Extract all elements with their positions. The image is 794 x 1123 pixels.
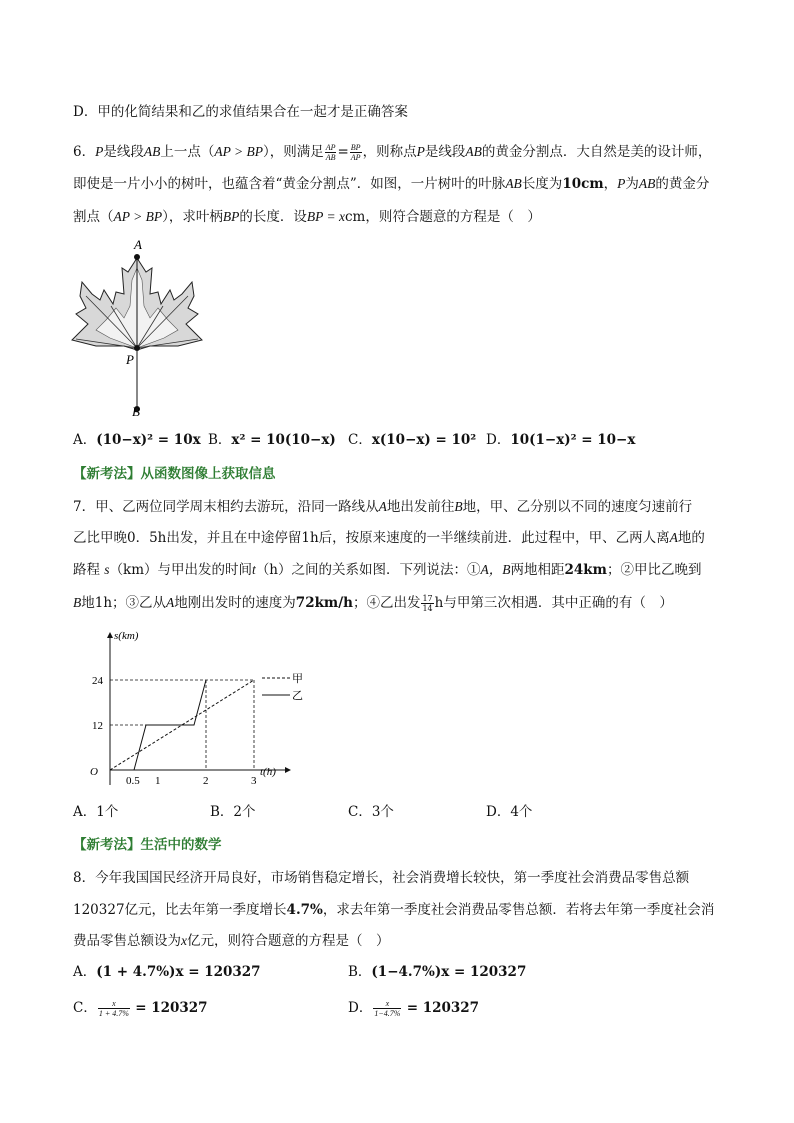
legend-jia-label: 甲 [292, 672, 303, 685]
q6-line1 [73, 143, 711, 162]
q7-option-a-text: 1个 [96, 804, 119, 820]
q8-option-d-rhs: = 120327 [406, 1000, 480, 1016]
x-tick-2: 2 [203, 775, 209, 787]
q7-line1-text: 7．甲、乙两位同学周末相约去游玩，沿同一路线从 [73, 499, 379, 515]
q6-segment-ab-2: AB [465, 144, 482, 159]
q6-option-d-text: 10(1−x)² = 10−x [510, 432, 636, 448]
q8-option-b-text: (1−4.7%)x = 120327 [371, 964, 527, 980]
q6-line3-bp-eq-x: BP = x [306, 209, 345, 224]
q7-option-a-label: A． [73, 804, 97, 820]
q6-option-a[interactable] [73, 431, 201, 449]
q8-option-c-label: C． [73, 1000, 97, 1016]
q6-point-p: P [95, 144, 104, 159]
q6-line3-b: ），求叶柄 [162, 209, 223, 225]
q8-option-d-fraction: $\frac{x}{1-4.7\%}$ [374, 999, 401, 1018]
q7-line4-b-pt: B [73, 595, 82, 610]
q8-option-b-label: B． [348, 964, 372, 980]
q8-line2-a: 120327亿元，比去年第一季度增长 [73, 902, 287, 918]
q7-line4 [73, 594, 673, 613]
q6-line3-cond: AP > BP [113, 209, 163, 224]
y-tick-12: 12 [92, 720, 103, 732]
q7-line3-c: （h）之间的关系如图．下列说法：① [255, 562, 481, 578]
q7-line3-b: （km）与甲出发的时间 [109, 562, 253, 578]
q6-line2-length: 10cm [562, 176, 604, 192]
q6-option-b[interactable] [208, 431, 336, 449]
q6-line2-b: 长度为 [521, 176, 563, 192]
q7-option-b-text: 2个 [233, 804, 256, 820]
q7-line1 [73, 498, 692, 516]
q7-distance-time-chart [82, 625, 322, 795]
q6-line2-ab: AB [505, 176, 522, 191]
q7-line4-a-pt: A [166, 595, 175, 610]
q6-option-a-text: (10−x)² = 10x [96, 432, 201, 448]
q7-line3-e: 24km [564, 562, 607, 578]
q7-line2-a: A [669, 530, 678, 545]
q6-line3 [73, 208, 541, 226]
q7-line1-b: 地出发前往 [386, 499, 455, 515]
q6-line3-a: 割点（ [73, 209, 114, 225]
q8-line2 [73, 901, 714, 919]
q6-option-b-label: B． [208, 432, 232, 448]
point-p-dot [134, 345, 140, 351]
q7-option-c[interactable] [348, 803, 394, 821]
q6-option-c-label: C． [348, 432, 372, 448]
q6-equals: = [337, 144, 349, 160]
q6-line2-d: ， [603, 176, 618, 192]
q6-option-d-label: D． [486, 432, 511, 448]
x-tick-0.5: 0.5 [126, 775, 140, 787]
q7-option-a[interactable] [73, 803, 118, 821]
q6-option-d[interactable] [486, 431, 635, 449]
q8-option-b[interactable] [348, 963, 526, 981]
section-tag-function-graph: 【新考法】从函数图像上获取信息 [73, 466, 276, 482]
q7-line3 [73, 561, 701, 579]
q7-line3-t: t [252, 562, 256, 577]
q6-fraction-bp-ap: $\frac{BP}{AP}$ [350, 143, 361, 162]
series-yi-line [134, 680, 206, 770]
q6-text-d: ，则称点 [362, 144, 417, 160]
q8-line3-x: x [181, 933, 187, 948]
point-p-label: P [126, 352, 134, 367]
q5-option-d: D．甲的化简结果和乙的求值结果合在一起才是正确答案 [73, 104, 408, 120]
q8-option-c-rhs: = 120327 [135, 1000, 208, 1016]
q8-line2-c: ，求去年第一季度社会消费品零售总额．若将去年第一季度社会消 [322, 902, 715, 918]
q6-condition: AP > BP [214, 144, 263, 159]
q8-option-a-text: (1 + 4.7%)x = 120327 [96, 964, 261, 980]
point-a-dot [134, 254, 140, 260]
q7-line4-b: 地刚出发时的速度为 [174, 595, 296, 611]
x-tick-3: 3 [251, 775, 257, 787]
y-tick-24: 24 [92, 675, 103, 687]
q7-line2-text: 乙比甲晚0．5h出发，并且在中途停留1h后，按原来速度的一半继续前进．此过程中，甲、乙两人离 [73, 530, 670, 546]
chart-legend [262, 672, 303, 702]
q7-line2 [73, 529, 705, 547]
q8-option-d-label: D． [348, 1000, 373, 1016]
q6-point-p-2: P [416, 144, 425, 159]
q6-option-b-text: x² = 10(10−x) [231, 432, 336, 448]
q6-number: 6． [73, 144, 96, 160]
q8-line2-percent: 4.7% [286, 902, 323, 918]
q6-line2 [73, 175, 709, 193]
q8-line1: 8．今年我国国民经济开局良好，市场销售稳定增长，社会消费增长较快，第一季度社会消费品零售总额 [73, 870, 690, 886]
q6-text-a: 是线段 [103, 144, 144, 160]
q6-option-c[interactable] [348, 431, 476, 449]
q7-option-d-label: D． [486, 804, 511, 820]
q8-option-c[interactable] [73, 999, 208, 1018]
section-tag-life-math: 【新考法】生活中的数学 [73, 837, 222, 853]
q6-line2-e: 为 [625, 176, 639, 192]
q7-line1-a: A [378, 499, 387, 514]
q7-line4-d: ；④乙出发 [352, 595, 421, 611]
q6-segment-ab: AB [143, 144, 161, 159]
q7-line3-f: ；②甲比乙晚到 [606, 562, 702, 578]
q7-line3-s: s [104, 562, 110, 577]
q7-line4-a: 地1h；③乙从 [81, 595, 167, 611]
q6-line2-f: 的黄金分 [655, 176, 710, 192]
origin-label: O [90, 766, 98, 778]
q7-option-c-label: C． [348, 804, 372, 820]
q7-option-d[interactable] [486, 803, 532, 821]
q6-option-a-label: A． [73, 432, 97, 448]
legend-yi-label: 乙 [292, 689, 303, 702]
q7-line3-d: 两地相距 [510, 562, 565, 578]
q7-line2-b: 地的 [677, 530, 705, 546]
point-b-label: B [132, 404, 140, 419]
q6-text-c: ），则满足 [262, 144, 324, 160]
q8-option-d[interactable] [348, 999, 479, 1018]
q8-line3-b: 亿元，则符合题意的方程是（ ） [187, 933, 390, 949]
q8-line3-a: 费品零售总额设为 [73, 933, 181, 949]
q6-line2-text: 即使是一片小小的树叶，也蕴含着“黄金分割点”．如图，一片树叶的叶脉 [73, 176, 506, 192]
q7-option-c-text: 3个 [371, 804, 394, 820]
q6-line2-p: P [617, 176, 626, 191]
q6-option-c-text: x(10−x) = 10² [371, 432, 477, 448]
q7-line1-c: 地，甲、乙分别以不同的速度匀速前行 [462, 499, 693, 515]
x-tick-1: 1 [155, 775, 161, 787]
q7-option-b-label: B． [210, 804, 234, 820]
q6-text-e: 是线段 [424, 144, 466, 160]
q7-option-d-text: 4个 [510, 804, 533, 820]
q7-line4-c: 72km/h [295, 595, 353, 611]
point-a-label: A [134, 237, 142, 252]
x-axis-label: t(h) [260, 766, 276, 778]
q7-line1-bpt: B [454, 499, 463, 514]
maple-leaf-figure [66, 234, 211, 420]
q6-text-b: 上一点（ [160, 144, 215, 160]
q6-line2-ab-2: AB [638, 176, 656, 191]
q6-text-f: 的黄金分割点．大自然是美的设计师， [481, 144, 712, 160]
q7-line3-ab: A，B [480, 562, 511, 577]
q8-line3 [73, 932, 390, 950]
q7-line4-e: h与甲第三次相遇．其中正确的有（ ） [434, 595, 673, 611]
q8-option-a-label: A． [73, 964, 97, 980]
y-axis-label: s(km) [114, 630, 139, 642]
q6-line3-d: cm，则符合题意的方程是（ ） [344, 209, 541, 225]
q6-line3-bp: BP [222, 209, 240, 224]
q6-fraction-ap-ab: $\frac{AP}{AB}$ [325, 143, 336, 162]
q7-fraction-17-14: $\frac{17}{14}$ [422, 594, 433, 613]
q7-option-b[interactable] [210, 803, 256, 821]
q8-option-c-fraction: $\frac{x}{1 + 4.7\%}$ [98, 999, 129, 1018]
q7-line3-a: 路程 [73, 562, 100, 578]
q6-line3-c: 的长度．设 [239, 209, 307, 225]
q8-option-a[interactable] [73, 963, 261, 981]
